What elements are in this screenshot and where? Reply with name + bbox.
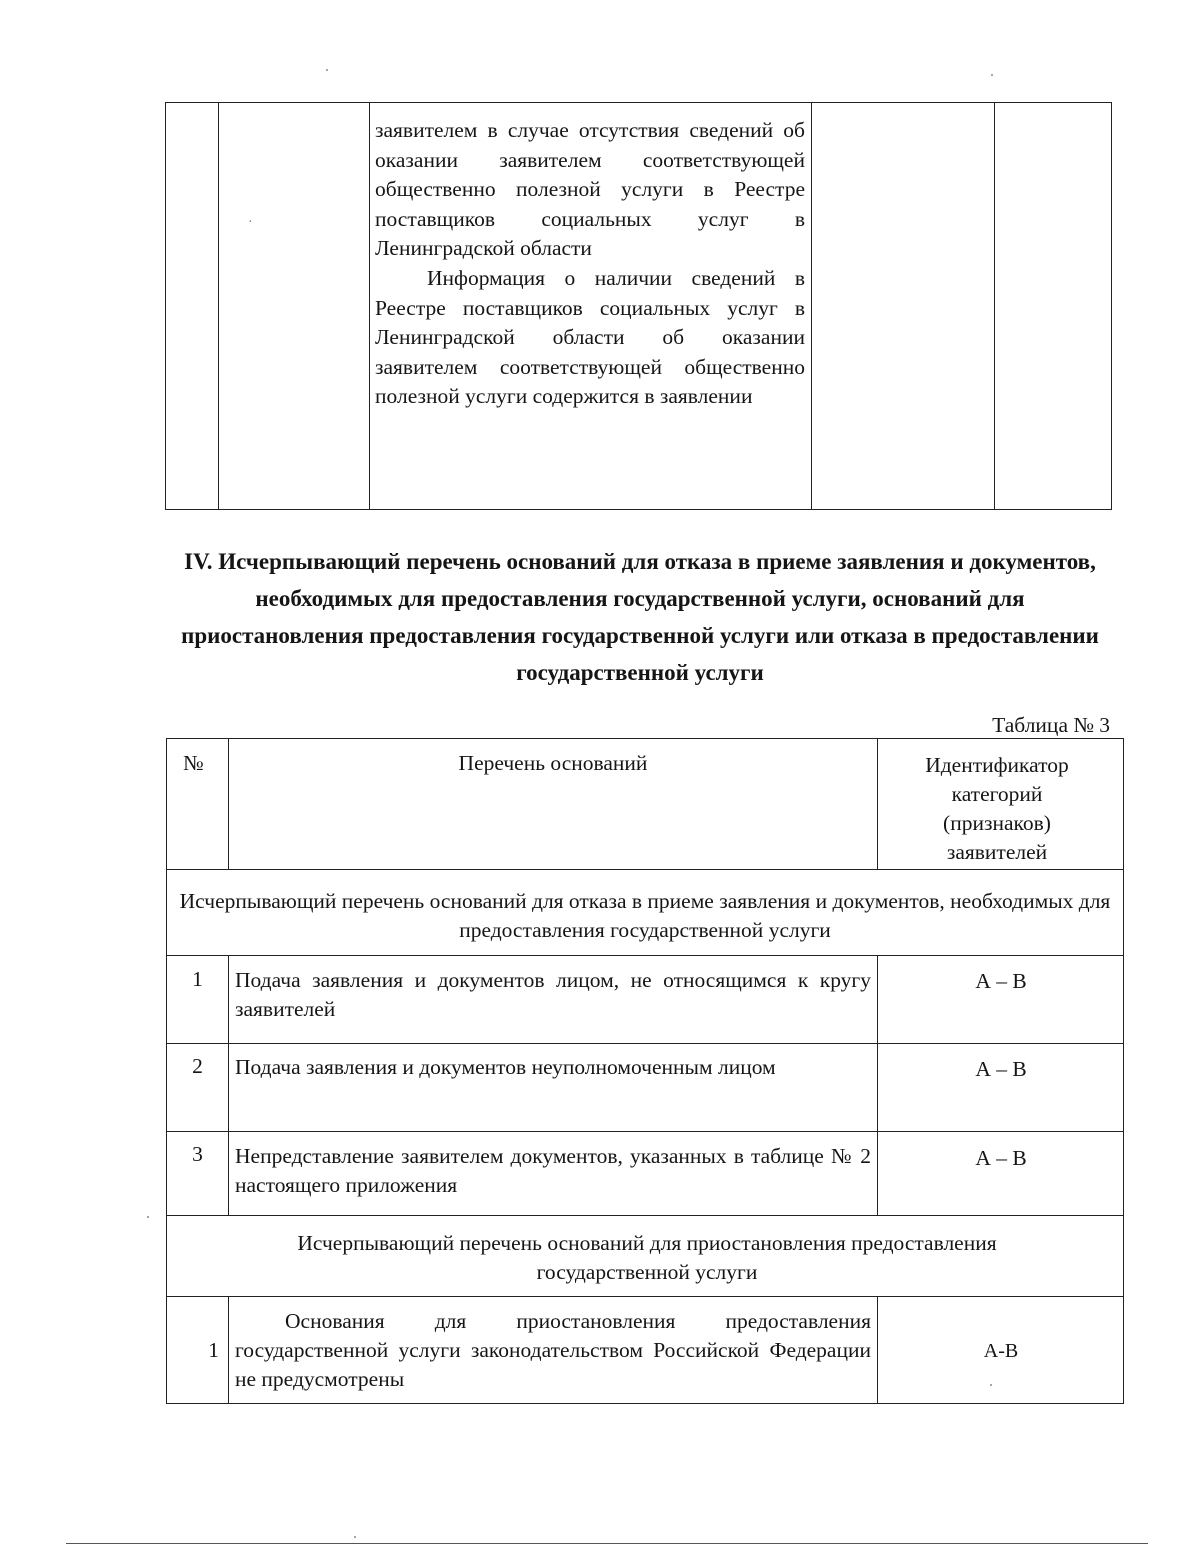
row-text: Основания для приостановления предоставления государственной услуги законодательством Российской Федерации не предусмотрены: [235, 1309, 871, 1391]
column-divider: [369, 103, 370, 509]
page-bottom-rule: [66, 1543, 1148, 1544]
row-divider: [167, 1131, 1123, 1132]
scan-mark: [991, 74, 993, 76]
row-divider: [167, 1043, 1123, 1044]
column-divider: [811, 103, 812, 509]
row-divider: [167, 1215, 1123, 1216]
continuation-paragraph: Информация о наличии сведений в Реестре поставщиков социальных услуг в Ленинградской области об оказании заявителем соответствующей общественно полезной услуги содержится в заявлении: [375, 265, 805, 409]
scan-mark: [354, 1536, 356, 1538]
header-reasons: Перечень оснований: [458, 751, 648, 775]
row-identifier: А – В: [975, 1146, 1027, 1170]
header-number: №: [183, 751, 204, 775]
group-title-suspension: Исчерпывающий перечень оснований для приостановления предоставления государственной услуги: [297, 1231, 997, 1284]
column-divider: [228, 955, 229, 1215]
row-text: Подача заявления и документов лицом, не относящимся к кругу заявителей: [235, 968, 871, 1021]
continuation-cell-text: [375, 116, 805, 412]
row-identifier: А-В: [983, 1340, 1019, 1362]
scan-mark: [326, 69, 328, 71]
row-identifier: А – В: [975, 969, 1027, 993]
column-divider: [877, 955, 878, 1215]
continuation-table: [165, 102, 1112, 510]
row-identifier: А – В: [975, 1057, 1027, 1081]
section-heading: IV. Исчерпывающий перечень оснований для отказа в приеме заявления и документов, необходимых для предоставления государственной услуги, оснований для приостановления предоставления государственной услуги или отказа в предоставлении государственной услуги: [181, 549, 1099, 685]
row-number: 2: [192, 1054, 203, 1078]
column-divider: [877, 739, 878, 869]
column-divider: [228, 1296, 229, 1403]
column-divider: [994, 103, 995, 509]
row-number: 3: [192, 1142, 203, 1166]
row-text: Подача заявления и документов неуполномоченным лицом: [235, 1055, 776, 1079]
table-label: Таблица № 3: [992, 713, 1110, 737]
row-divider: [167, 955, 1123, 956]
header-identifier: Идентификатор категорий (признаков) заявителей: [925, 753, 1069, 864]
row-number: 1: [192, 967, 203, 991]
row-text: Непредставление заявителем документов, указанных в таблице № 2 настоящего приложения: [235, 1144, 871, 1197]
column-divider: [218, 103, 219, 509]
scan-mark: [990, 1384, 992, 1386]
continuation-paragraph: заявителем в случае отсутствия сведений об оказании заявителем соответствующей общественно полезной услуги в Реестре поставщиков социальных услуг в Ленинградской области: [375, 118, 805, 261]
column-divider: [877, 1296, 878, 1403]
table-3: [166, 738, 1124, 1404]
row-divider: [167, 869, 1123, 870]
scan-mark: ·: [248, 215, 253, 230]
row-number: 1: [208, 1338, 219, 1362]
group-title-refusal: Исчерпывающий перечень оснований для отказа в приеме заявления и документов, необходимых для предоставления государственной услуги: [179, 889, 1111, 942]
scan-mark: [147, 1216, 149, 1218]
row-divider: [167, 1296, 1123, 1297]
